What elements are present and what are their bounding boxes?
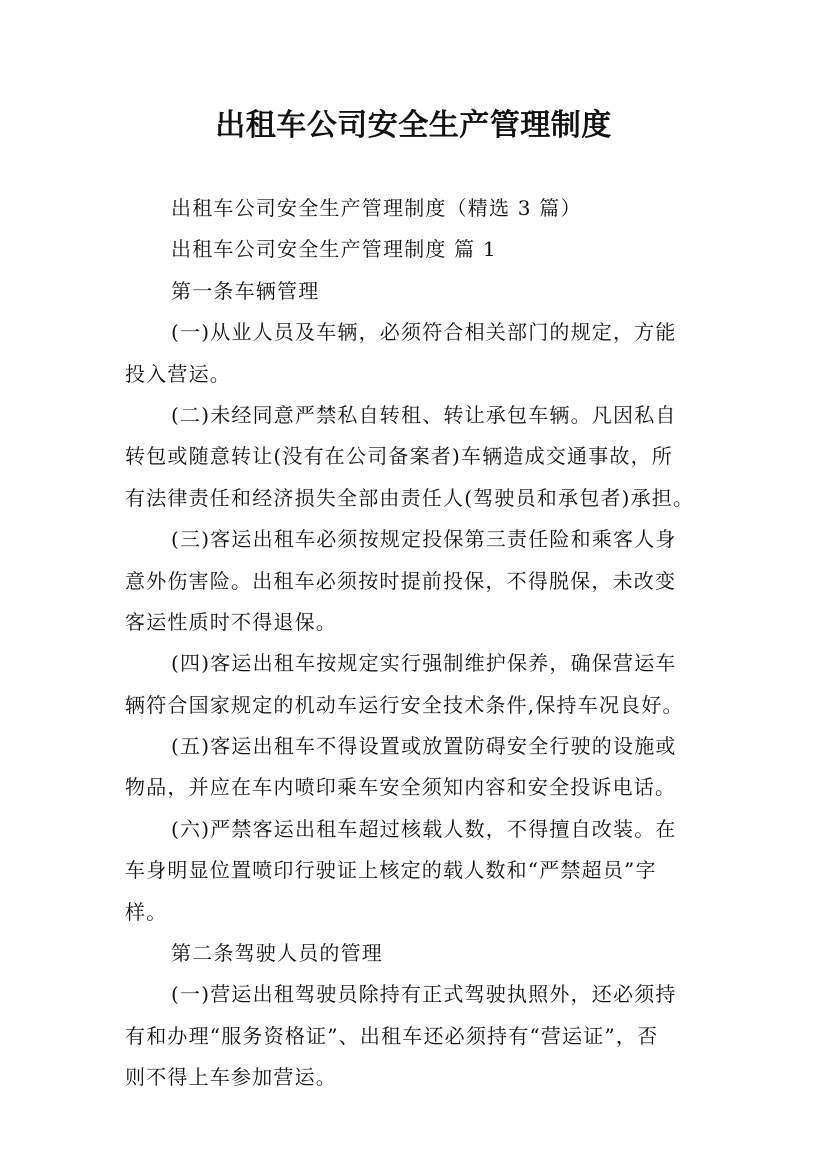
- text-line: (五)客运出租车不得设置或放置防碍安全行驶的设施或: [171, 734, 677, 759]
- text-line: 客运性质时不得退保。: [125, 609, 337, 634]
- text-line: 则不得上车参加营运。: [125, 1065, 337, 1090]
- text-line: 意外伤害险。出租车必须按时提前投保，不得脱保，未改变: [125, 568, 677, 593]
- text-line: 车身明显位置喷印行驶证上核定的载人数和“严禁超员”字: [125, 858, 657, 883]
- text-line: (一)营运出租驾驶员除持有正式驾驶执照外，还必须持: [171, 982, 677, 1007]
- text-line: 第一条车辆管理: [171, 278, 320, 303]
- text-line: 有和办理“服务资格证”、出租车还必须持有“营运证”，否: [125, 1023, 659, 1048]
- text-line: 第二条驾驶人员的管理: [171, 941, 383, 966]
- text-line: (六)严禁客运出租车超过核载人数，不得擅自改装。在: [171, 816, 677, 841]
- text-line: (二)未经同意严禁私自转租、转让承包车辆。凡因私自: [171, 402, 677, 427]
- document-title: 出租车公司安全生产管理制度: [215, 108, 612, 143]
- text-line: 投入营运。: [125, 361, 231, 386]
- text-line: 出租车公司安全生产管理制度 篇 1: [171, 237, 497, 262]
- text-line: 转包或随意转让(没有在公司备案者)车辆造成交通事故，所: [125, 444, 674, 469]
- text-line: (一)从业人员及车辆，必须符合相关部门的规定，方能: [171, 320, 677, 345]
- text-line: 物品，并应在车内喷印乘车安全须知内容和安全投诉电话。: [125, 775, 677, 800]
- text-line: 出租车公司安全生产管理制度（精选 3 篇）: [171, 196, 582, 220]
- text-line: 有法律责任和经济损失全部由责任人(驾驶员和承包者)承担。: [125, 485, 695, 510]
- document-body: [125, 188, 705, 1099]
- text-line: 辆符合国家规定的机动车运行安全技术条件,保持车况良好。: [125, 692, 684, 717]
- text-line: 样。: [125, 899, 168, 924]
- text-line: (四)客运出租车按规定实行强制维护保养，确保营运车: [171, 651, 677, 676]
- text-line: (三)客运出租车必须按规定投保第三责任险和乘客人身: [171, 527, 677, 552]
